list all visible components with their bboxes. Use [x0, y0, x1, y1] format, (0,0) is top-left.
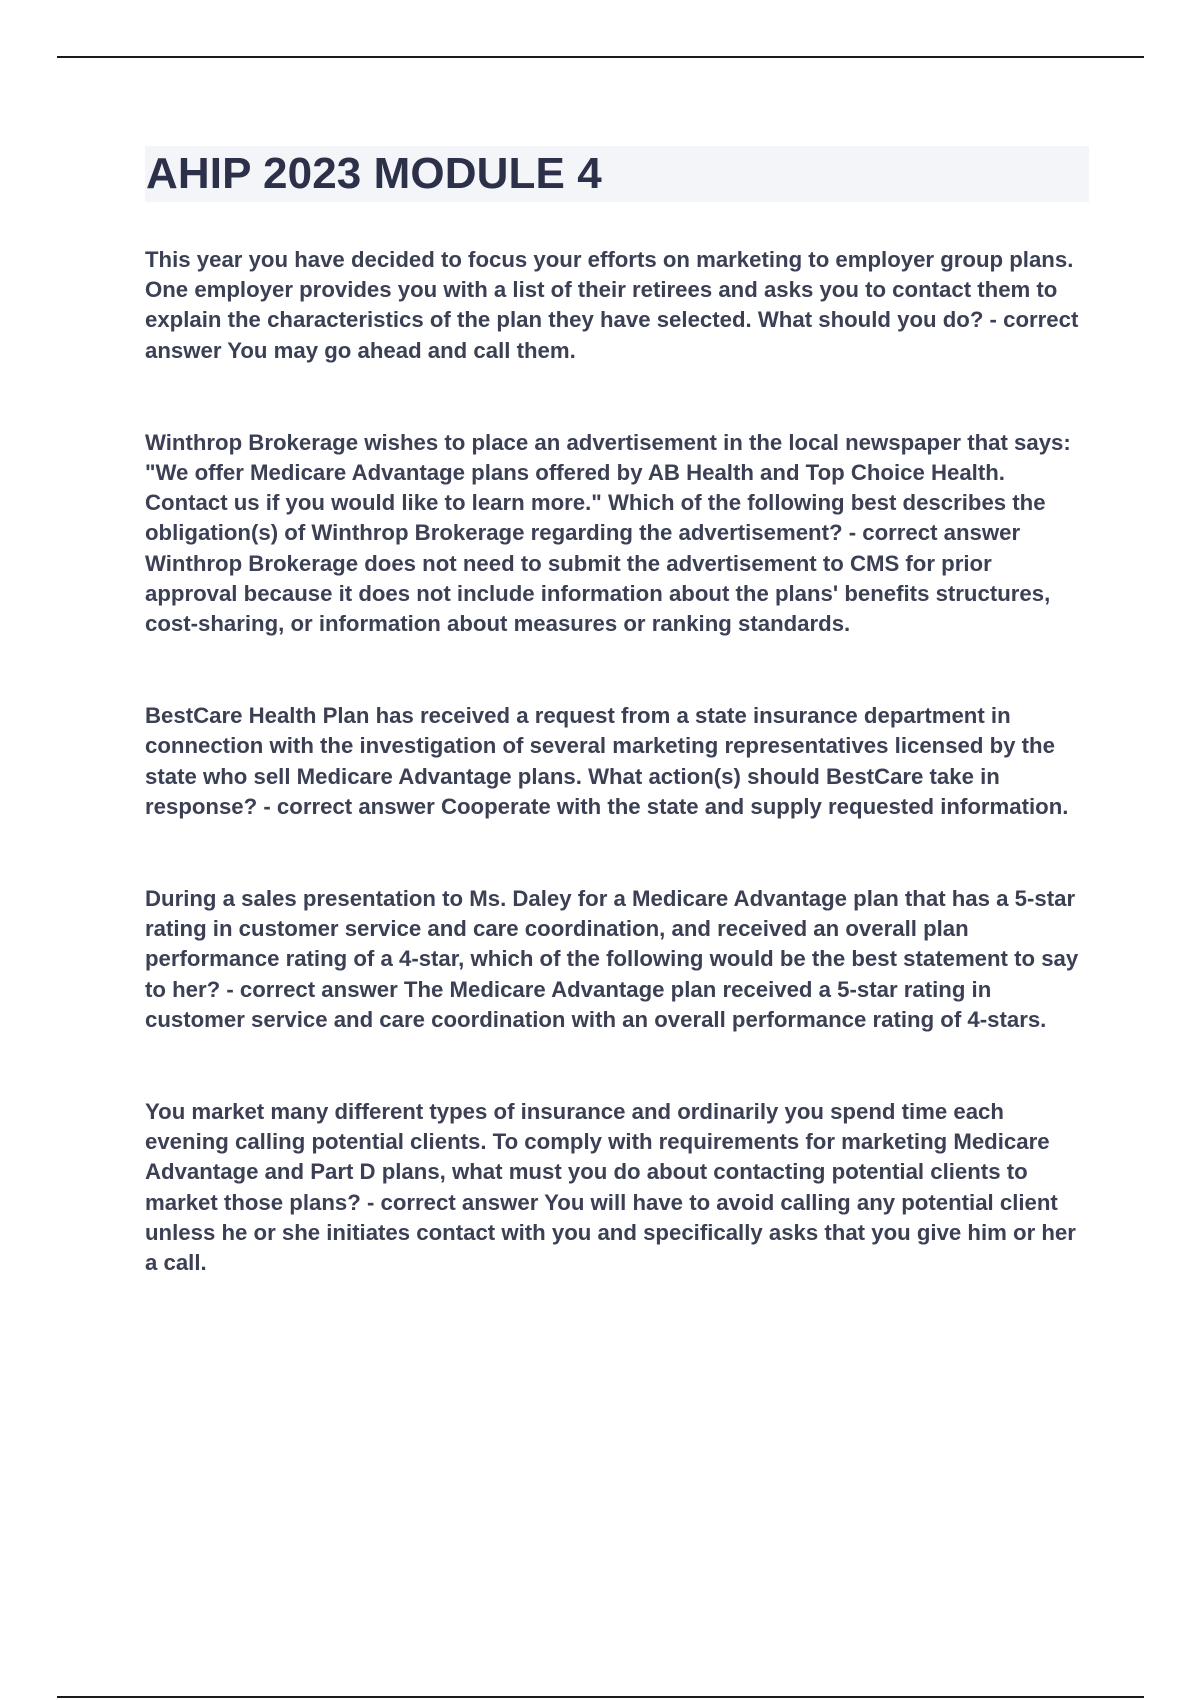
qa-entry-3: BestCare Health Plan has received a request from a state insurance department in connection with the investigation of several marketing representatives licensed by the state who sell Medicare Advantage plans. What action(s) should BestCare take in response? - correct answer Cooperate with the state and supply requested information.	[145, 703, 1069, 819]
bottom-rule	[57, 1696, 1144, 1698]
document-body	[145, 146, 1090, 1340]
qa-list	[145, 245, 1090, 1278]
qa-entry-4: During a sales presentation to Ms. Daley for a Medicare Advantage plan that has a 5-star rating in customer service and care coordination, and received an overall plan performance rating of a 4-star, which of the following would be the best statement to say to her? - correct answer The Medicare Advantage plan received a 5-star rating in customer service and care coordination with an overall performance rating of 4-stars.	[145, 886, 1079, 1032]
title-banner	[145, 146, 1089, 202]
qa-entry-5: You market many different types of insurance and ordinarily you spend time each evening calling potential clients. To comply with requirements for marketing Medicare Advantage and Part D plans, what must you do about contacting potential clients to market those plans? - correct answer You will have to avoid calling any potential client unless he or she initiates contact with you and specifically asks that you give him or her a call.	[145, 1099, 1076, 1276]
document-title: AHIP 2023 MODULE 4	[146, 149, 602, 198]
top-rule	[57, 56, 1144, 58]
qa-entry-1: This year you have decided to focus your efforts on marketing to employer group plans. One employer provides you with a list of their retirees and asks you to contact them to explain the characteristics of the plan they have selected. What should you do? - correct answer You may go ahead and call them.	[145, 247, 1079, 363]
qa-entry-2: Winthrop Brokerage wishes to place an advertisement in the local newspaper that says: "We offer Medicare Advantage plans offered by AB Health and Top Choice Health. Contact us if you would like to learn more." Which of the following best describes the obligation(s) of Winthrop Brokerage regarding the advertisement? - correct answer Winthrop Brokerage does not need to submit the advertisement to CMS for prior approval because it does not include information about the plans' benefits structures, cost-sharing, or information about measures or ranking standards.	[145, 429, 1071, 637]
